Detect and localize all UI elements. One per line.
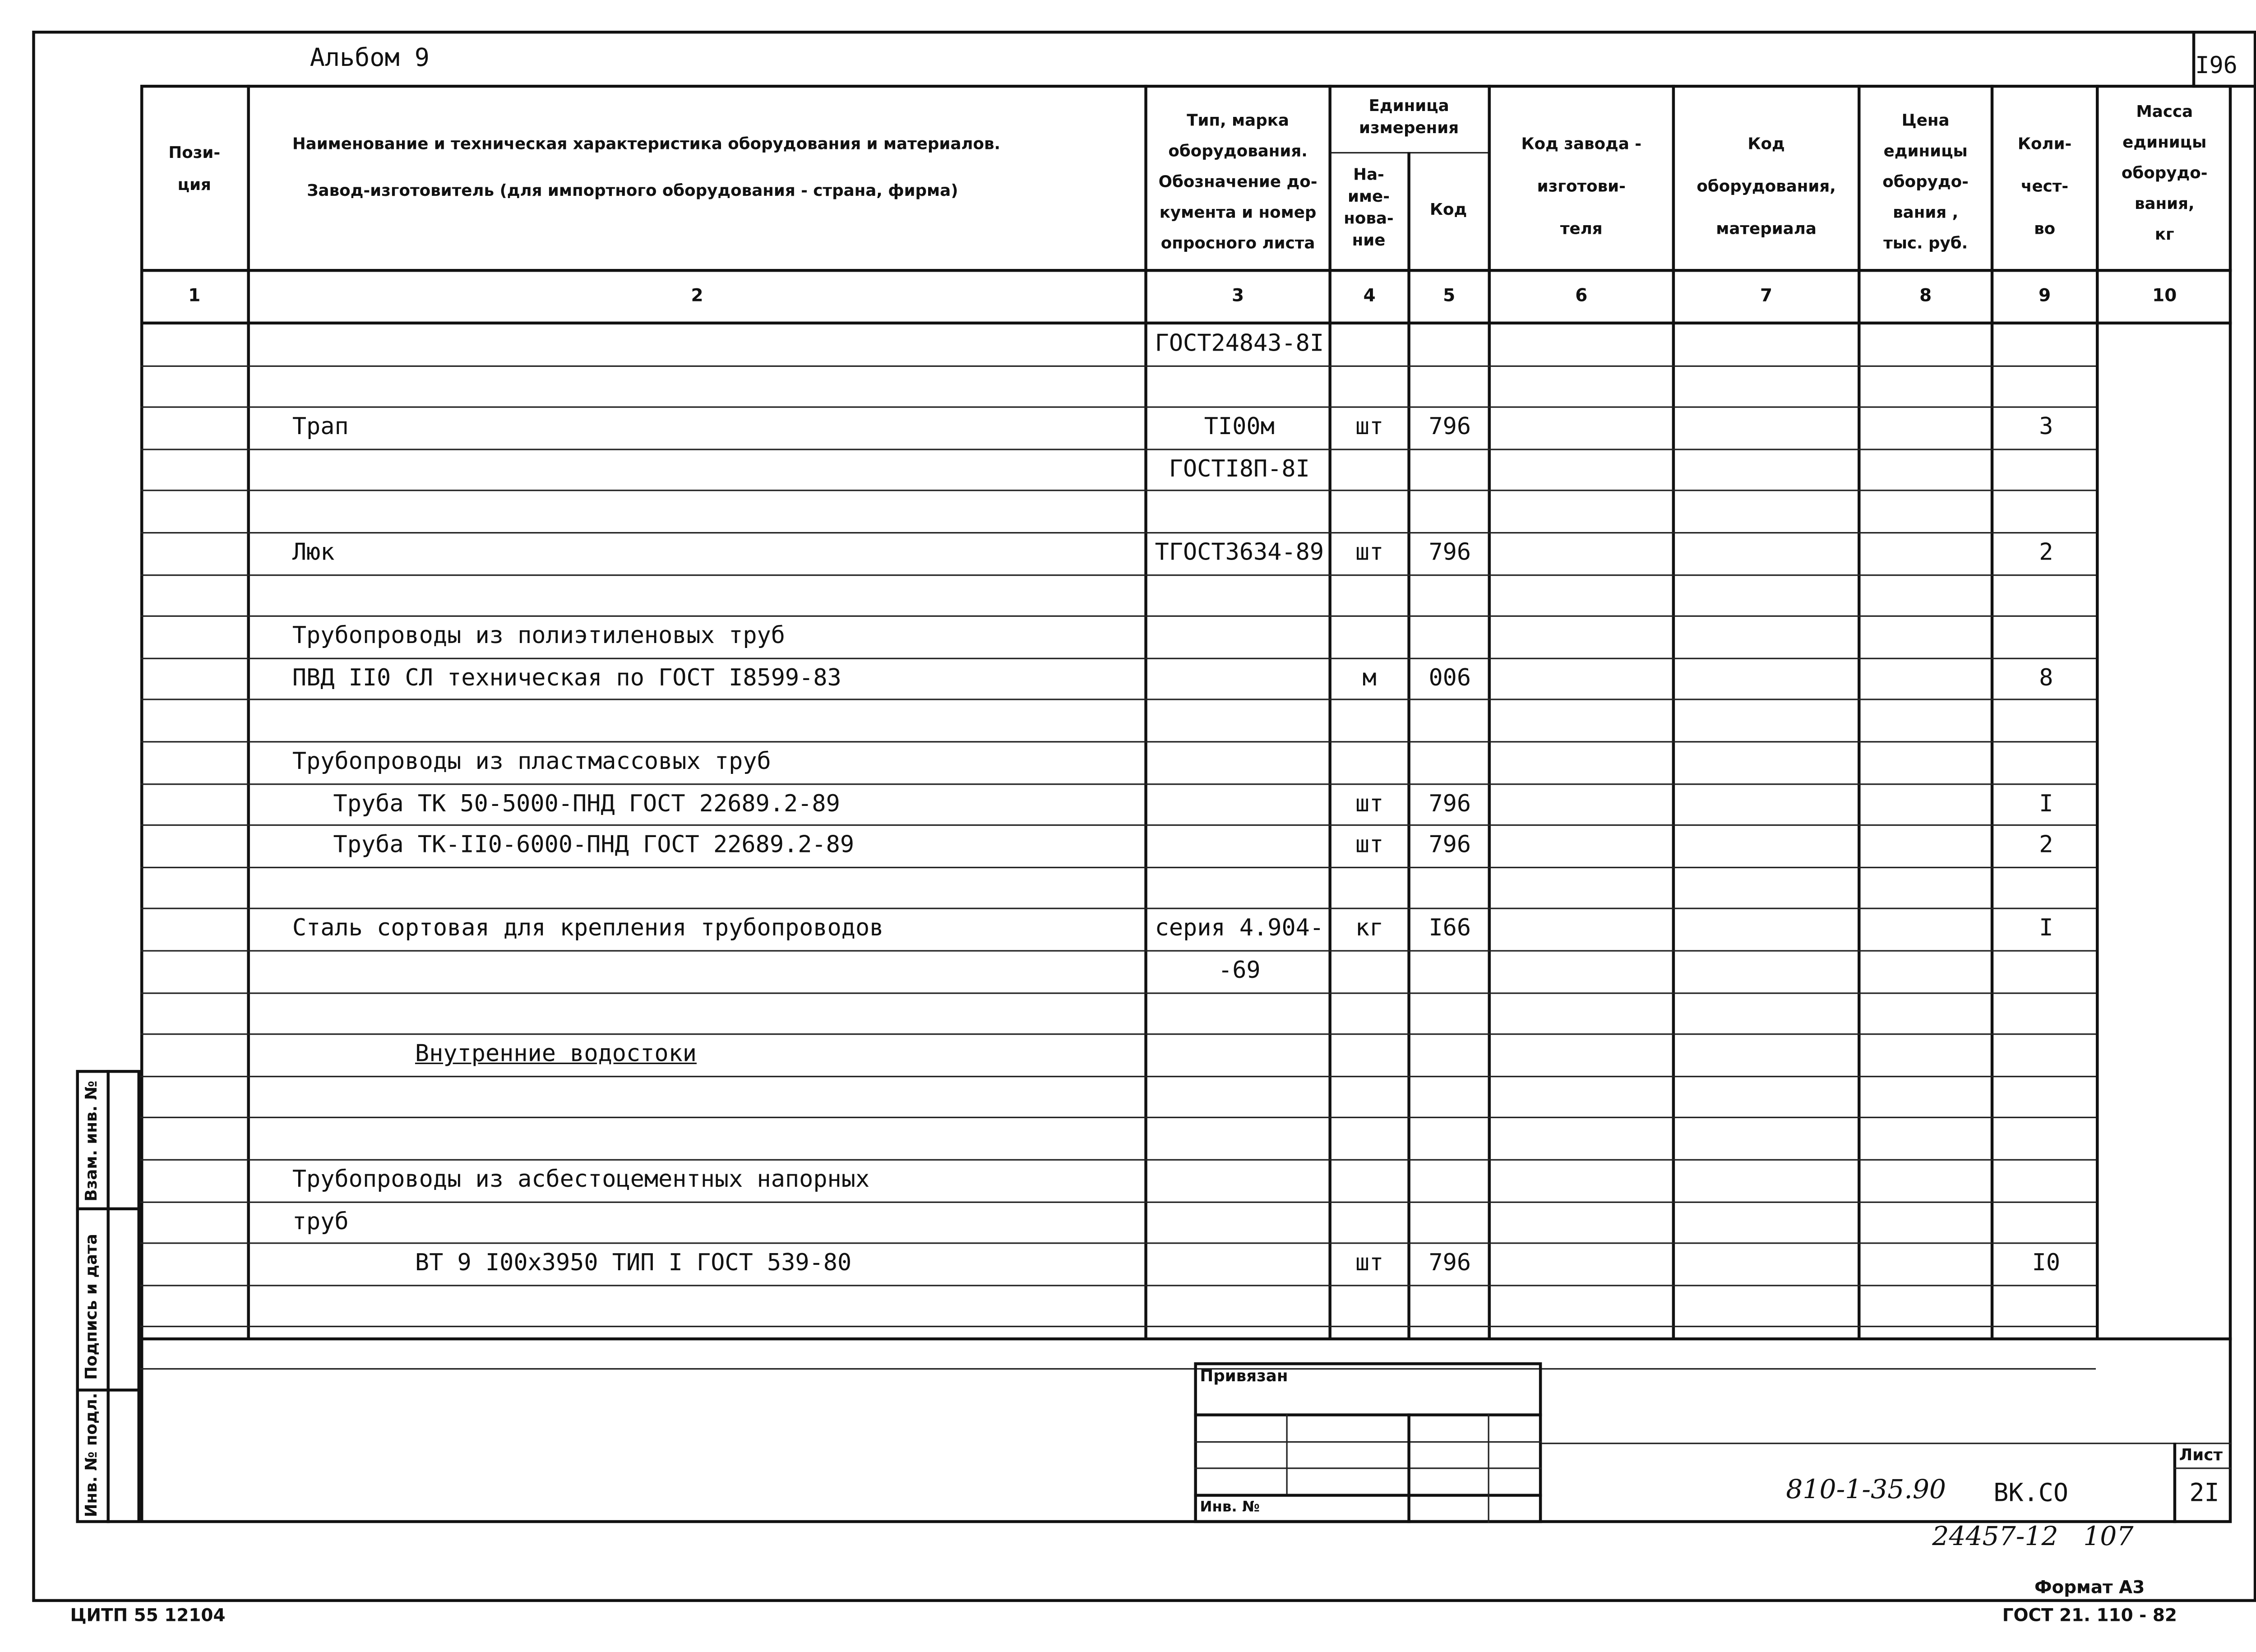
header-type: Тип, марка оборудования. Обозначение до- кумента и номер опросного листа [1158,111,1318,253]
cell-unit-code: 796 [1428,1248,1471,1277]
cell-name: Труба ТК-II0-6000-ПНД ГОСТ 22689.2-89 [333,830,855,859]
row-separator [140,741,2096,742]
row-separator [140,866,2096,868]
sheet-number: 2I [2189,1479,2219,1509]
cell-quantity: 8 [2039,663,2053,691]
cell-name: ВТ 9 I00х3950 ТИП I ГОСТ 539-80 [415,1248,852,1277]
header-name-line2: Завод-изготовитель (для импортного оборудования - страна, фирма) [307,181,958,200]
privyazan-vline-3 [1488,1413,1489,1523]
row-separator [140,699,2096,701]
colnum-1: 1 [188,285,201,305]
row-separator [140,1201,2096,1202]
cell-name: Трубопроводы из пластмассовых труб [292,747,771,775]
colnum-7: 7 [1760,285,1773,305]
cell-unit-code: 796 [1428,538,1471,566]
cell-name: Сталь сортовая для крепления трубопроводов [292,914,884,942]
row-separator [140,449,2096,450]
cell-quantity: 3 [2039,412,2053,440]
row-separator [140,908,2096,910]
cell-unit-code: 006 [1428,663,1471,691]
footer-citp: ЦИТП 55 12104 [70,1605,226,1625]
cell-quantity: 2 [2039,830,2053,859]
cell-name: труб [292,1207,349,1235]
row-separator [140,992,2096,993]
col-line-4 [1407,152,1410,1339]
header-bottom-line [140,269,2232,272]
cell-name: Люк [292,538,335,566]
cell-doc-number: ТI00м [1204,412,1275,440]
cell-quantity: I0 [2032,1248,2061,1277]
header-unit-name: На- име- нова- ние [1344,165,1394,250]
cell-name: Труба ТК 50-5000-ПНД ГОСТ 22689.2-89 [333,788,840,817]
cell-name: Трубопроводы из полиэтиленовых труб [292,621,785,649]
cell-unit: м [1362,663,1377,691]
table-body-bottom-line [140,1337,2232,1340]
colnum-8: 8 [1919,285,1932,305]
colnum-6: 6 [1575,285,1588,305]
number-row-bottom-line [140,322,2232,324]
cell-doc-number: серия 4.904- [1155,914,1324,942]
cell-unit-code: 796 [1428,830,1471,859]
col-line-7 [1858,85,1860,1339]
header-price: Цена единицы оборудо- вания , тыс. руб. [1882,111,1969,253]
colnum-3: 3 [1232,285,1244,305]
cell-unit: шт [1355,412,1384,440]
cell-doc-number: ГОСТ24843-8I [1155,329,1324,357]
row-separator [140,950,2096,951]
sheet-box-line [2173,1467,2232,1469]
header-mass: Масса единицы оборудо- вания, кг [2121,102,2208,244]
row-separator [140,532,2096,533]
row-separator [140,1285,2096,1286]
row-separator [140,407,2096,408]
cell-unit-code: 796 [1428,788,1471,817]
col-line-3 [1328,85,1331,1339]
header-quantity: Коли- чест- во [2017,134,2072,238]
format-label: Формат А3 [2034,1577,2145,1598]
privyazan-vline-1 [1286,1413,1287,1494]
cell-doc-number: -69 [1218,956,1261,984]
side-inv-label: Инв. № подл. [82,1393,101,1518]
colnum-5: 5 [1443,285,1456,305]
row-separator [140,1326,2096,1328]
cell-name: Внутренние водостоки [415,1039,697,1068]
side-vzam-label: Взам. инв. № [82,1080,101,1202]
privyazan-line-3 [1194,1467,1542,1469]
unit-subheader-line [1330,152,1491,153]
cell-unit: шт [1355,1248,1384,1277]
cell-doc-number: ТГОСТ3634-89 [1155,538,1324,566]
header-factory-code: Код завода - изготови- теля [1521,134,1642,238]
handwritten-number: 24457-12 107 [1932,1522,2134,1553]
row-separator [140,783,2096,784]
header-equipment-code: Код оборудования, материала [1697,134,1836,238]
cell-name: ПВД II0 СЛ техническая по ГОСТ I8599-83 [292,663,841,691]
colnum-9: 9 [2039,285,2051,305]
header-name-line1: Наименование и техническая характеристика оборудования и материалов. [292,134,1001,154]
privyazan-line-1 [1194,1413,1542,1416]
cell-unit-code: I66 [1428,914,1471,942]
doc-code: 810-1-35.90 [1786,1475,1946,1506]
col-line-2 [1144,85,1147,1339]
sheet-label: Лист [2179,1445,2223,1465]
side-podpis-label: Подпись и дата [82,1234,101,1380]
cell-quantity: I [2039,914,2053,942]
cell-unit: шт [1355,538,1384,566]
header-unit: Единица измерения [1359,96,1459,138]
doc-mark: ВК.СО [1993,1479,2069,1509]
col-line-8 [1991,85,1993,1339]
row-separator [140,1075,2096,1077]
inv-no-label: Инв. № [1200,1499,1260,1516]
row-separator [140,1034,2096,1035]
cell-name: Трубопроводы из асбестоцементных напорных [292,1165,870,1193]
row-separator [140,1117,2096,1119]
privyazan-line-2 [1194,1441,1542,1443]
album-label: Альбом 9 [310,44,430,73]
cell-unit: шт [1355,830,1384,859]
row-separator [140,825,2096,826]
cell-doc-number: ГОСТI8П-8I [1169,454,1310,482]
row-separator [140,1159,2096,1161]
row-separator [140,615,2096,617]
col-line-5 [1488,85,1491,1339]
header-unit-code: Код [1429,200,1467,219]
colnum-10: 10 [2152,285,2177,305]
page-number: I96 [2195,51,2238,79]
colnum-4: 4 [1363,285,1376,305]
cell-unit-code: 796 [1428,412,1471,440]
row-separator [140,490,2096,491]
side-stamp-divider [106,1070,109,1523]
row-separator [140,657,2096,659]
cell-quantity: I [2039,788,2053,817]
row-separator [140,1368,2096,1370]
colnum-2: 2 [691,285,703,305]
footer-gost: ГОСТ 21. 110 - 82 [2002,1605,2177,1625]
header-position: Пози- ция [168,143,221,194]
privyazan-label: Привязан [1200,1366,1288,1386]
privyazan-vline-2 [1407,1413,1410,1523]
cell-unit: шт [1355,788,1384,817]
row-separator [140,365,2096,366]
side-stamp-line-1 [76,1208,140,1210]
col-line-9 [2096,85,2099,1339]
cell-quantity: 2 [2039,538,2053,566]
row-separator [140,574,2096,575]
privyazan-line-4 [1194,1494,1542,1496]
col-line-1 [247,85,250,1339]
side-stamp-line-2 [76,1388,140,1391]
cell-name: Трап [292,412,349,440]
cell-unit: кг [1355,914,1384,942]
col-line-6 [1672,85,1675,1339]
title-line [1542,1443,2232,1444]
row-separator [140,1243,2096,1244]
